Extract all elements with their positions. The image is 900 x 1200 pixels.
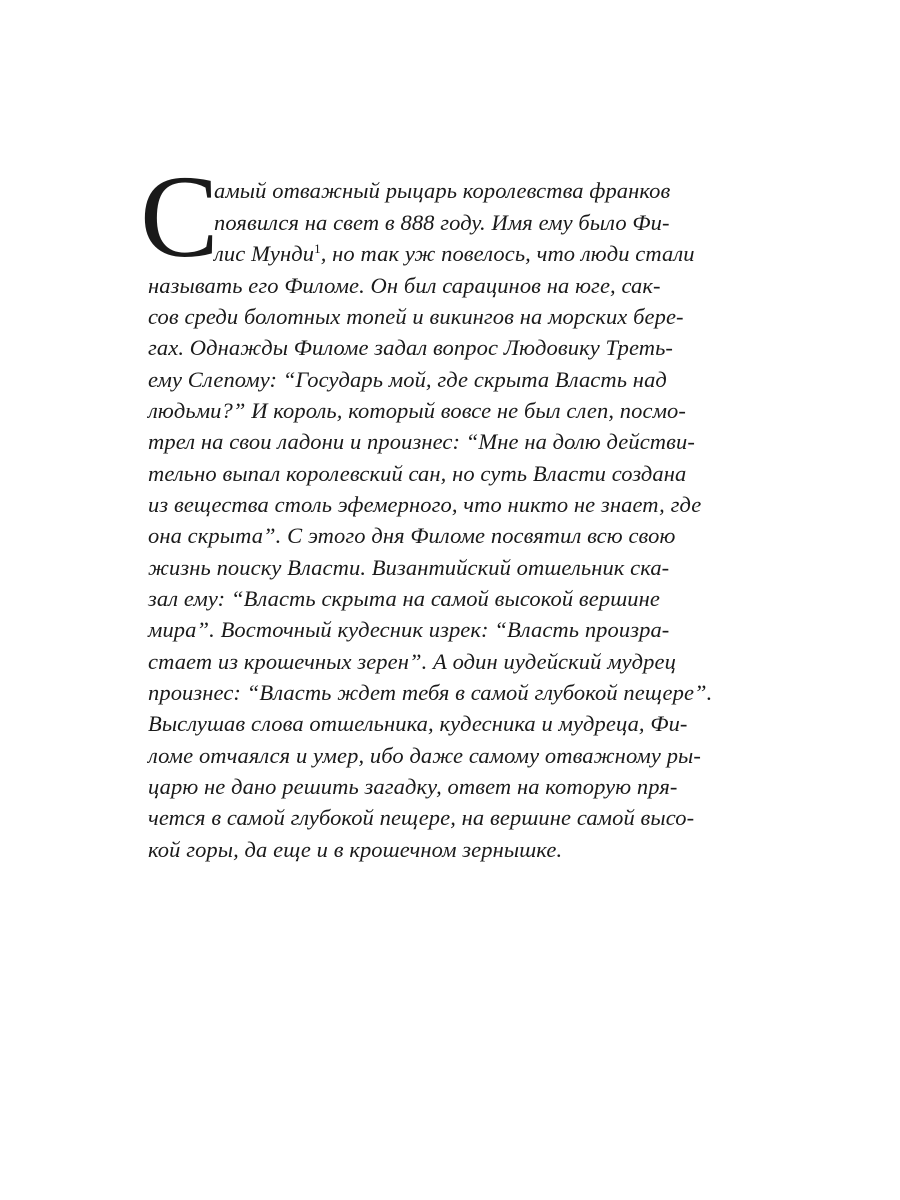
text-line-22: кой горы, да еще и в крошечном зернышке. [148,837,563,862]
text-line-3-tail: , но так уж повелось, что люди стали [320,241,695,266]
text-line-11: из вещества столь эфемерного, что никто не знает, где [148,492,702,517]
text-line-5: сов среди болотных топей и викингов на морских бере- [148,304,684,329]
drop-cap: С [140,151,219,282]
text-line-10: тельно выпал королевский сан, но суть Власти создана [148,461,687,486]
text-line-7: ему Слепому: “Государь мой, где скрыта Власть над [148,367,667,392]
text-line-20: царю не дано решить загадку, ответ на которую пря- [148,774,678,799]
text-line-3-head: лис Мунди [214,241,315,266]
text-line-6: гах. Однажды Филоме задал вопрос Людовику Треть- [148,335,674,360]
text-line-1: амый отважный рыцарь королевства франков [214,178,671,203]
text-line-18: Выслушав слова отшельника, кудесника и мудреца, Фи- [148,711,688,736]
footnote-reference: 1 [314,241,321,256]
text-line-16: стает из крошечных зерен”. А один иудейский мудрец [148,649,676,674]
text-line-12: она скрыта”. С этого дня Филоме посвятил всю свою [148,523,676,548]
text-line-2: появился на свет в 888 году. Имя ему было Фи- [214,210,670,235]
text-line-8: людьми?” И король, который вовсе не был слеп, посмо- [148,398,686,423]
text-line-4: называть его Филоме. Он бил сарацинов на юге, сак- [148,273,661,298]
text-line-15: мира”. Восточный кудесник изрек: “Власть произра- [148,617,670,642]
text-line-19: ломе отчаялся и умер, ибо даже самому отважному ры- [148,743,701,768]
text-line-13: жизнь поиску Власти. Византийский отшельник ска- [148,555,670,580]
text-line-3 [214,243,695,266]
text-line-9: трел на свои ладони и произнес: “Мне на долю действи- [148,429,695,454]
text-line-21: чется в самой глубокой пещере, на вершине самой высо- [148,805,695,830]
text-line-17: произнес: “Власть ждет тебя в самой глубокой пещере”. [148,680,713,705]
text-line-14: зал ему: “Власть скрыта на самой высокой вершине [148,586,660,611]
